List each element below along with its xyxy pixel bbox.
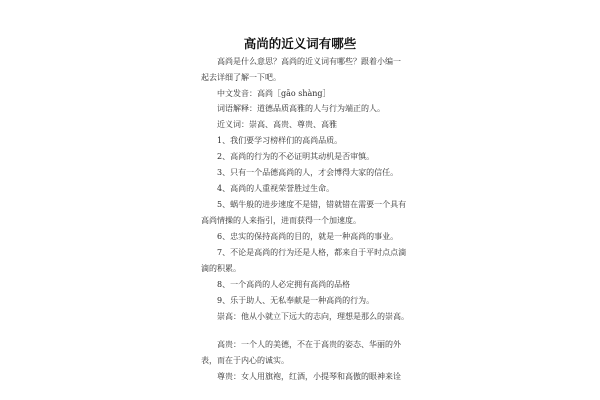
example-sentence-1: 1、我们要学习榜样们的高尚品质。 [217,136,343,145]
paragraph-intro-line-1: 高尚是什么意思？高尚的近义词有哪些？跟着小编一 [217,57,401,66]
synonym-example-gaogui-line-2: 表，而在于内心的诚实。 [201,356,289,365]
example-sentence-7-line-2: 滴的积累。 [201,264,241,273]
example-sentence-9: 9、乐于助人、无私奉献是一种高尚的行为。 [217,296,375,305]
paragraph-intro-line-2: 起去详细了解一下吧。 [201,73,281,82]
example-sentence-2: 2、高尚的行为的不必证明其动机是否审慎。 [217,152,375,161]
synonym-example-chonggao: 崇高：他从小就立下远大的志向，理想是那么的崇高。 [217,312,409,321]
example-sentence-6: 6、忠实的保持高尚的目的，就是一种高尚的事业。 [217,232,399,241]
example-sentence-5-line-2: 高尚情操的人来指引，进而获得一个加速度。 [201,216,361,225]
pronunciation-line: 中文发音：高尚［gāo shàng］ [217,89,331,98]
synonyms-line: 近义词：崇高、高贵、尊贵、高雅 [217,120,337,129]
example-sentence-8: 8、一个高尚的人必定拥有高尚的品格 [217,280,351,289]
example-sentence-7-line-1: 7、不论是高尚的行为还是人格，都来自于平时点点滴 [217,248,407,257]
example-sentence-3: 3、只有一个品德高尚的人，才会博得大家的信任。 [217,168,399,177]
definition-line: 词语解释：道德品质高雅的人与行为端正的人。 [217,104,385,113]
example-sentence-5-line-1: 5、蜗牛般的进步速度不是错，错就错在需要一个具有 [217,200,407,209]
document-title: 高尚的近义词有哪些 [243,36,357,51]
example-sentence-4: 4、高尚的人重视荣誉胜过生命。 [217,184,335,193]
synonym-example-gaogui-line-1: 高贵：一个人的美德，不在于高贵的姿态、华丽的外 [217,340,401,349]
synonym-example-zungui: 尊贵：女人用旗袍，红酒，小提琴和高傲的眼神来诠 [217,372,401,381]
